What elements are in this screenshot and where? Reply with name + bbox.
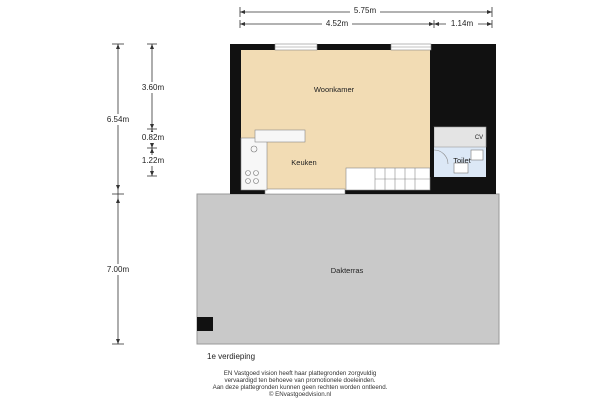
disclaimer-line-2: vervaardigd ten behoeve van promotionele doeleinden. [224,377,376,384]
dim-seg-2: 0.82m [141,133,165,142]
floor-label: 1e verdieping [207,352,256,361]
dim-seg-3: 1.22m [141,156,165,165]
dim-width-left: 4.52m [325,19,349,28]
dimension-left-outer [112,44,124,344]
room-label-woonkamer: Woonkamer [313,85,355,94]
room-label-keuken: Keuken [291,158,317,167]
room-label-dakterras: Dakterras [330,266,364,275]
dim-width-right: 1.14m [450,19,474,28]
dim-seg-1: 3.60m [141,83,165,92]
room-label-cv: CV [474,135,484,141]
disclaimer-line-1: EN Vastgoed vision heeft haar plattegronden zorgvuldig [223,370,377,377]
room-label-toilet: Toilet [453,156,471,165]
washbasin-icon [471,150,483,160]
dim-height-terrace: 7.00m [106,265,130,274]
disclaimer-line-4: © ENvastgoedvision.nl [268,391,332,398]
stairs-icon [346,168,430,190]
kitchen-island [255,130,305,142]
upper-floor [230,44,496,194]
disclaimer-line-3: Aan deze plattegronden kunnen geen rechten worden ontleend. [212,384,388,391]
dim-total-width: 5.75m [353,6,377,15]
dim-height-upper: 6.54m [106,115,130,124]
